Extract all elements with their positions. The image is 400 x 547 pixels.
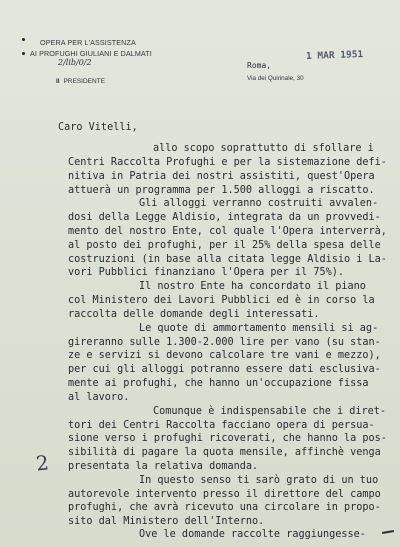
letter-address: Via dei Quirinale, 30	[247, 75, 304, 82]
body-line: vori Pubblici finanziano l'Opera per il 75%).	[68, 267, 345, 278]
president-line	[56, 78, 105, 85]
body-line: gireranno sulle 1.300-2.000 lire per vano (su stan-	[68, 337, 381, 348]
body-line: sito dal Ministero dell'Interno.	[68, 516, 265, 527]
body-line: nitiva in Patria dei nostri assistiti, quest'Opera	[68, 171, 375, 182]
body-line: profughi, che avrà ricevuto una circolare in propo-	[68, 502, 381, 513]
body-line: raccolta delle domande degli interessati.	[68, 309, 320, 320]
president-prefix: Il	[56, 78, 60, 85]
body-line: costruzioni (in base alla citata legge Aldisio i La-	[68, 254, 387, 265]
letterhead-line-1: OPERA PER L'ASSISTENZA	[40, 38, 136, 47]
body-line: sibilità di pagare la quota mensile, affinchè venga	[68, 447, 381, 458]
body-line: al posto dei profughi, per il 25% della spesa delle	[68, 240, 381, 251]
letter-city: Roma,	[247, 61, 272, 70]
body-line: ze e servizi si devono calcolare tre vani e mezzo),	[68, 350, 381, 361]
body-line: Il nostro Ente ha concordato il piano	[139, 281, 366, 292]
body-line: allo scopo soprattutto di sfollare i	[153, 143, 374, 154]
body-line: mento del nostro Ente, col quale l'Opera interverrà,	[68, 226, 387, 237]
edge-mark	[382, 530, 394, 534]
punch-mark	[22, 38, 25, 41]
handwritten-reference: 2/lib/0/2	[58, 58, 92, 67]
body-line: Gli alloggi verranno costruiti avvalen-	[139, 198, 379, 209]
body-line: tori dei Centri Raccolta facciano opera di persua-	[68, 420, 375, 431]
body-line: al lavoro.	[68, 392, 130, 403]
date-stamp: 1 MAR 1951	[305, 49, 364, 62]
body-line: col Ministero dei Lavori Pubblici ed è in corso la	[68, 295, 375, 306]
salutation: Caro Vitelli,	[58, 122, 138, 133]
body-line: Le quote di ammortamento mensili si ag-	[139, 323, 379, 334]
margin-note: 2	[34, 450, 50, 476]
punch-mark	[22, 52, 25, 55]
body-line: Ove le domande raccolte raggiungesse-	[139, 529, 366, 540]
body-line: sione verso i profughi ricoverati, che hanno la pos-	[68, 433, 387, 444]
president-title: PRESIDENTE	[63, 78, 105, 85]
body-line: presentata la relativa domanda.	[68, 461, 259, 472]
body-line: per cui gli alloggi potranno essere dati esclusiva-	[68, 364, 381, 375]
body-line: dosi della Legge Aldisio, integrata da un provvedi-	[68, 212, 381, 223]
body-line: attuerà un programma per 1.500 alloggi a riscatto.	[68, 185, 375, 196]
body-line: Centri Raccolta Profughi e per la sistemazione defi-	[68, 157, 387, 168]
body-line: autorevole intervento presso il direttore del campo	[68, 489, 381, 500]
body-line: mente ai profughi, che hanno un'occupazione fissa	[68, 378, 369, 389]
body-line: In questo senso ti sarò grato di un tuo	[139, 475, 379, 486]
body-line: Comunque è indispensabile che i diret-	[153, 406, 387, 417]
letterhead-line-2: AI PROFUGHI GIULIANI E DALMATI	[30, 49, 152, 58]
